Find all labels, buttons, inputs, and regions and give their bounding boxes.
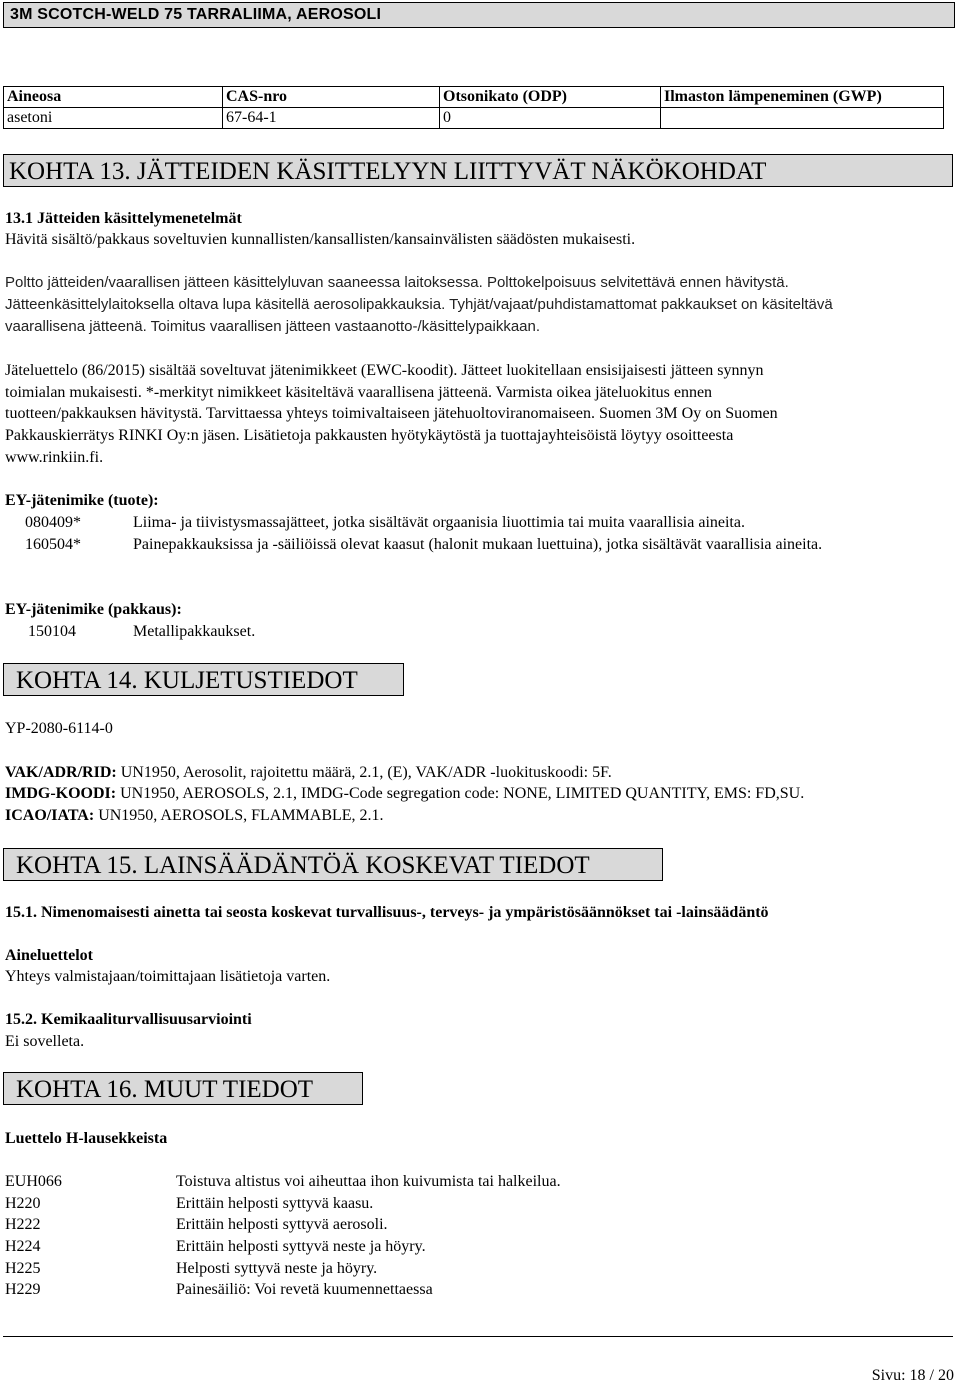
table-cell: asetoni bbox=[4, 108, 223, 129]
disposal-line: Hävitä sisältö/pakkaus soveltuvien kunnallisten/kansallisten/kansainvälisten säädösten mukaisesti. bbox=[5, 231, 636, 248]
substance-list-title: Aineluettelot bbox=[5, 947, 93, 964]
table-row bbox=[4, 108, 944, 129]
disposal-paragraph-line: Poltto jätteiden/vaarallisen jätteen käsittelyluvan saaneessa laitoksessa. Polttokelpoisuus selvitettävä ennen hävitystä. bbox=[5, 274, 789, 291]
h-statement-code: H229 bbox=[5, 1281, 41, 1298]
h-statement-code: EUH066 bbox=[5, 1173, 62, 1190]
table-cell: 67-64-1 bbox=[223, 108, 440, 129]
section-13-1-heading: 13.1 Jätteiden käsittelymenetelmät bbox=[5, 210, 242, 227]
ey-description: Painepakkauksissa ja -säiliöissä olevat kaasut (halonit mukaan luettuina), jotka sisältävät vaarallisia aineita. bbox=[133, 536, 823, 553]
transport-label: VAK/ADR/RID: bbox=[5, 764, 117, 781]
section-13-heading bbox=[3, 154, 953, 187]
section-16-title: KOHTA 16. MUUT TIEDOT bbox=[16, 1076, 314, 1103]
section-15-title: KOHTA 15. LAINSÄÄDÄNTÖÄ KOSKEVAT TIEDOT bbox=[16, 852, 590, 879]
section-14-heading bbox=[3, 663, 404, 696]
h-statement-code: H224 bbox=[5, 1238, 41, 1255]
disposal-paragraph-line: Jätteenkäsittelylaitoksella oltava lupa käsitellä aerosolipakkauksia. Tyhjät/vajaat/puhdistamattomat pakkaukset on käsiteltävä bbox=[5, 296, 833, 313]
document-code: YP-2080-6114-0 bbox=[5, 720, 113, 737]
column-header: CAS-nro bbox=[223, 87, 440, 108]
ey-code: 150104 bbox=[28, 623, 76, 640]
transport-value: UN1950, AEROSOLS, 2.1, IMDG-Code segregation code: NONE, LIMITED QUANTITY, EMS: FD,SU. bbox=[116, 785, 805, 802]
transport-value: UN1950, Aerosolit, rajoitettu määrä, 2.1, (E), VAK/ADR -luokituskoodi: 5F. bbox=[116, 764, 612, 781]
h-statement-text: Helposti syttyvä neste ja höyry. bbox=[176, 1260, 378, 1277]
h-statement-code: H225 bbox=[5, 1260, 41, 1277]
section-15-2-heading: 15.2. Kemikaaliturvallisuusarviointi bbox=[5, 1011, 252, 1028]
transport-row bbox=[5, 762, 612, 783]
ey-code: 080409* bbox=[25, 514, 81, 531]
section-15-heading bbox=[3, 848, 663, 881]
section-15-1-heading: 15.1. Nimenomaisesti ainetta tai seosta koskevat turvallisuus-, terveys- ja ympäristösäännökset tai -lainsäädäntö bbox=[5, 904, 769, 921]
waste-list-paragraph-line: Jäteluettelo (86/2015) sisältää soveltuvat jätenimikkeet (EWC-koodit). Jätteet luokitellaan ensisijaisesti jätteen synnyn bbox=[5, 362, 764, 379]
transport-label: ICAO/IATA: bbox=[5, 807, 95, 824]
waste-list-paragraph-line: toimialan mukaisesti. *-merkityt nimikkeet käsiteltävä vaarallisena jätteenä. Varmista oikea jäteluokitus ennen bbox=[5, 384, 713, 401]
h-statement-text: Painesäiliö: Voi revetä kuumennettaessa bbox=[176, 1281, 433, 1298]
ey-package-label: EY-jätenimike (pakkaus): bbox=[5, 601, 182, 618]
section-14-title: KOHTA 14. KULJETUSTIEDOT bbox=[16, 667, 358, 694]
disposal-paragraph-line: vaarallisena jätteenä. Toimitus vaarallisen jätteen vastaanotto-/käsittelypaikkaan. bbox=[5, 318, 541, 335]
waste-list-paragraph-line: Pakkauskierrätys RINKI Oy:n jäsen. Lisätietoja pakkausten hyötykäytöstä ja tuottajayhteisöistä löytyy osoitteesta bbox=[5, 427, 734, 444]
table-cell bbox=[661, 108, 944, 129]
section-13-title: KOHTA 13. JÄTTEIDEN KÄSITTELYYN LIITTYVÄT NÄKÖKOHDAT bbox=[9, 158, 767, 185]
waste-list-paragraph-line: www.rinkiin.fi. bbox=[5, 449, 104, 466]
h-statement-code: H222 bbox=[5, 1216, 41, 1233]
transport-value: UN1950, AEROSOLS, FLAMMABLE, 2.1. bbox=[94, 807, 384, 824]
h-statement-text: Erittäin helposti syttyvä aerosoli. bbox=[176, 1216, 388, 1233]
h-statements-title: Luettelo H-lausekkeista bbox=[5, 1130, 168, 1147]
ey-product-label: EY-jätenimike (tuote): bbox=[5, 492, 159, 509]
page-number: Sivu: 18 / 20 bbox=[871, 1367, 954, 1384]
h-statement-text: Toistuva altistus voi aiheuttaa ihon kuivumista tai halkeilua. bbox=[176, 1173, 561, 1190]
column-header: Aineosa bbox=[4, 87, 223, 108]
column-header: Otsonikato (ODP) bbox=[440, 87, 661, 108]
h-statement-text: Erittäin helposti syttyvä neste ja höyry. bbox=[176, 1238, 426, 1255]
components-table bbox=[3, 86, 944, 129]
transport-row bbox=[5, 805, 384, 826]
table-header-row bbox=[4, 87, 944, 108]
column-header: Ilmaston lämpeneminen (GWP) bbox=[661, 87, 944, 108]
transport-row bbox=[5, 783, 804, 804]
section-16-heading bbox=[3, 1072, 363, 1105]
transport-label: IMDG-KOODI: bbox=[5, 785, 117, 802]
ey-description: Metallipakkaukset. bbox=[133, 623, 256, 640]
section-15-2-text: Ei sovelleta. bbox=[5, 1033, 85, 1050]
h-statement-code: H220 bbox=[5, 1195, 41, 1212]
document-header bbox=[3, 2, 955, 28]
document-title: 3M SCOTCH-WELD 75 TARRALIIMA, AEROSOLI bbox=[10, 6, 382, 23]
table-cell: 0 bbox=[440, 108, 661, 129]
footer-divider bbox=[3, 1336, 953, 1337]
h-statement-text: Erittäin helposti syttyvä kaasu. bbox=[176, 1195, 374, 1212]
waste-list-paragraph-line: tuotteen/pakkauksen hävitystä. Tarvittaessa yhteys toimivaltaiseen jätehuoltoviranomaiseen. Suomen 3M Oy on Suomen bbox=[5, 405, 778, 422]
ey-code: 160504* bbox=[25, 536, 81, 553]
substance-list-text: Yhteys valmistajaan/toimittajaan lisätietoja varten. bbox=[5, 968, 331, 985]
ey-description: Liima- ja tiivistysmassajätteet, jotka sisältävät orgaanisia liuottimia tai muita vaarallisia aineita. bbox=[133, 514, 745, 531]
